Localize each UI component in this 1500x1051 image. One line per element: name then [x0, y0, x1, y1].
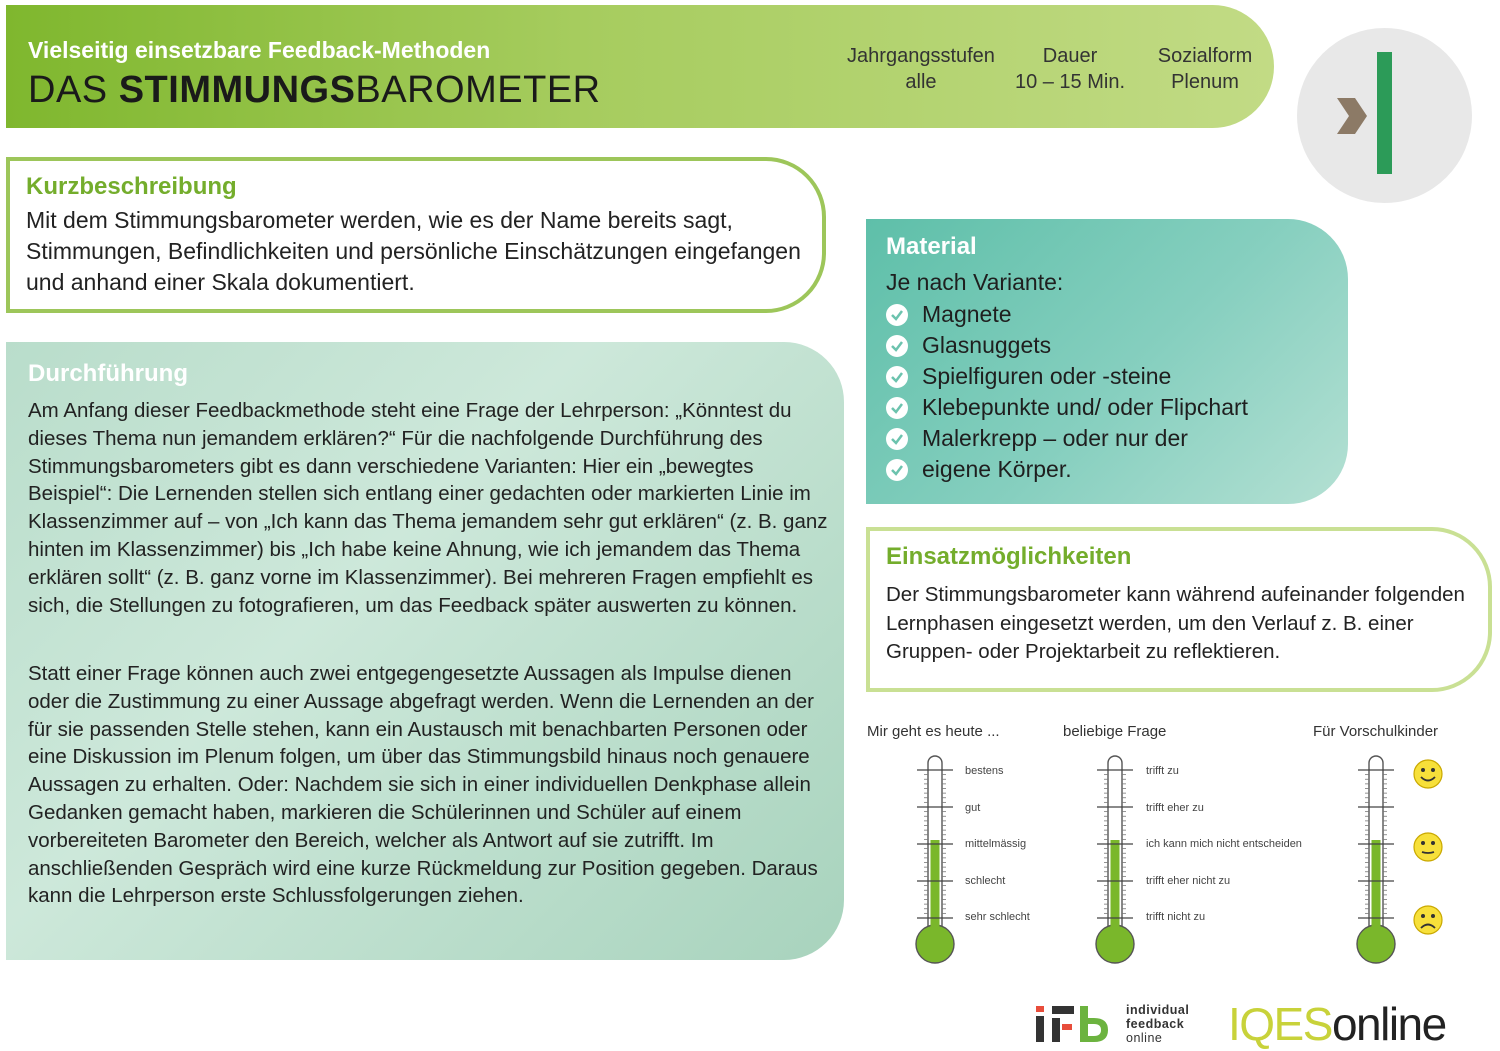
neutral-face-icon: [1412, 831, 1444, 863]
thermometer-3-title: Für Vorschulkinder: [1313, 723, 1439, 740]
meta-social-form: Sozialform Plenum: [1157, 45, 1253, 93]
use-cases-text: Der Stimmungsbarometer kann während aufeinander folgenden Lernphasen eingesetzt werden, um den Verlauf z. B. einer Gruppen- oder Projektarbeit zu reflektieren.: [886, 583, 1465, 663]
scale-label: bestens: [965, 765, 1004, 777]
check-icon: [886, 366, 908, 388]
scale-label: gut: [965, 802, 981, 814]
procedure-paragraph-2: Statt einer Frage können auch zwei entgegengesetzte Aussagen als Impulse dienen oder die Zustimmung zu einer Aussage abgefragt werden. Wenn die Lernenden an der für sie passenden Stelle stehen, kann ein Austausch mit benachbarten Personen oder eine Diskussion im Plenum folgen, um über das Stimmungsbild hinaus noch genauere Aussagen zu erhalten. Oder: Nachdem sie sich in einer individuellen Denkphase allein Gedanken gemacht haben, markieren die Schülerinnen und Schüler auf einem vorbereiteten Barometer den Bereich, welcher als Antwort auf sie zutrifft. Im anschließenden Gespräch wird eine kurze Rückmeldung zur Position gegeben. Daraus kann die Lehrperson erste Schlussfolgerungen ziehen.: [28, 662, 818, 908]
scale-label: trifft eher zu: [1146, 802, 1204, 814]
arrow-bar-icon: [1297, 28, 1472, 203]
thermometer-1-title: Mir geht es heute ...: [867, 723, 1000, 740]
scale-label: trifft nicht zu: [1146, 911, 1206, 923]
short-description-heading: Kurzbeschreibung: [26, 173, 237, 200]
thermometer-mercury: [931, 840, 940, 934]
check-icon: [886, 304, 908, 326]
thermometer-1: [905, 750, 975, 970]
header-banner: [6, 5, 1274, 128]
thermometer-neck: [931, 922, 940, 934]
thermometer-neck: [1111, 922, 1120, 934]
meta-grade: Jahrgangsstufen alle: [847, 45, 995, 93]
check-icon: [886, 459, 908, 481]
use-cases-heading: Einsatzmöglichkeiten: [886, 543, 1132, 570]
method-logo-icon: [1297, 28, 1472, 203]
list-item: Malerkrepp – oder nur der: [886, 423, 1248, 454]
scale-label: ich kann mich nicht entscheiden: [1146, 838, 1302, 850]
material-box: [866, 219, 1348, 504]
material-list: [886, 299, 1248, 485]
list-item: Magnete: [886, 299, 1248, 330]
list-item: Klebepunkte und/ oder Flipchart: [886, 392, 1248, 423]
sad-face-icon: [1412, 904, 1444, 936]
short-description-box: [6, 157, 826, 313]
list-item: Glasnuggets: [886, 330, 1248, 361]
header-subtitle: Vielseitig einsetzbare Feedback-Methoden: [28, 37, 491, 63]
thermometer-3: [1346, 750, 1416, 970]
meta-duration: Dauer 10 – 15 Min.: [1014, 45, 1126, 93]
iqes-logo: IQESonline: [1228, 998, 1446, 1050]
check-icon: [886, 335, 908, 357]
list-item: Spielfiguren oder -steine: [886, 361, 1248, 392]
ifb-logo-icon: [1034, 1004, 1116, 1044]
material-intro: Je nach Variante:: [886, 269, 1064, 295]
check-icon: [886, 428, 908, 450]
scale-label: mittelmässig: [965, 838, 1027, 850]
thermometer-mercury: [1111, 840, 1120, 934]
ifb-logo-text: individual feedback online: [1126, 1003, 1190, 1045]
thermometer-2: [1085, 750, 1155, 970]
scale-label: trifft zu: [1146, 765, 1179, 777]
use-cases-box: [866, 527, 1492, 692]
check-icon: [886, 397, 908, 419]
thermometer-neck: [1372, 922, 1381, 934]
material-heading: Material: [886, 233, 977, 260]
scale-label: schlecht: [965, 875, 1006, 887]
short-description-text: Mit dem Stimmungsbarometer werden, wie es der Name bereits sagt, Stimmungen, Befindlichkeiten und persönliche Einschätzungen eingefangen und anhand einer Skala dokumentiert.: [26, 207, 801, 295]
procedure-box: [6, 342, 844, 960]
procedure-paragraph-1: Am Anfang dieser Feedbackmethode steht eine Frage der Lehrperson: „Könntest du dieses Thema nun jemandem erklären?“ Für die nachfolgende Durchführung des Stimmungsbarometers gibt es dann verschiedene Varianten: Hier ein „bewegtes Beispiel“: Die Lernenden stellen sich entlang einer gedachten oder markierten Linie im Klassenzimmer auf – von „Ich kann das Thema jemandem sehr gut erklären“ (z. B. ganz hinten im Klassenzimmer) bis „Ich habe keine Ahnung, wie ich jemandem das Thema erklären sollt“ (z. B. ganz vorne im Klassenzimmer). Bei mehreren Fragen empfiehlt es sich, die Stellungen zu fotografieren, um das Feedback später auswerten zu können.: [28, 399, 828, 617]
scale-label: trifft eher nicht zu: [1146, 875, 1231, 887]
thermometer-2-title: beliebige Frage: [1063, 723, 1167, 740]
list-item: eigene Körper.: [886, 454, 1248, 485]
scale-label: sehr schlecht: [965, 911, 1030, 923]
thermometer-mercury: [1372, 840, 1381, 934]
procedure-heading: Durchführung: [28, 360, 188, 387]
page-title: DAS STIMMUNGSBAROMETER: [28, 69, 601, 111]
happy-face-icon: [1412, 758, 1444, 790]
